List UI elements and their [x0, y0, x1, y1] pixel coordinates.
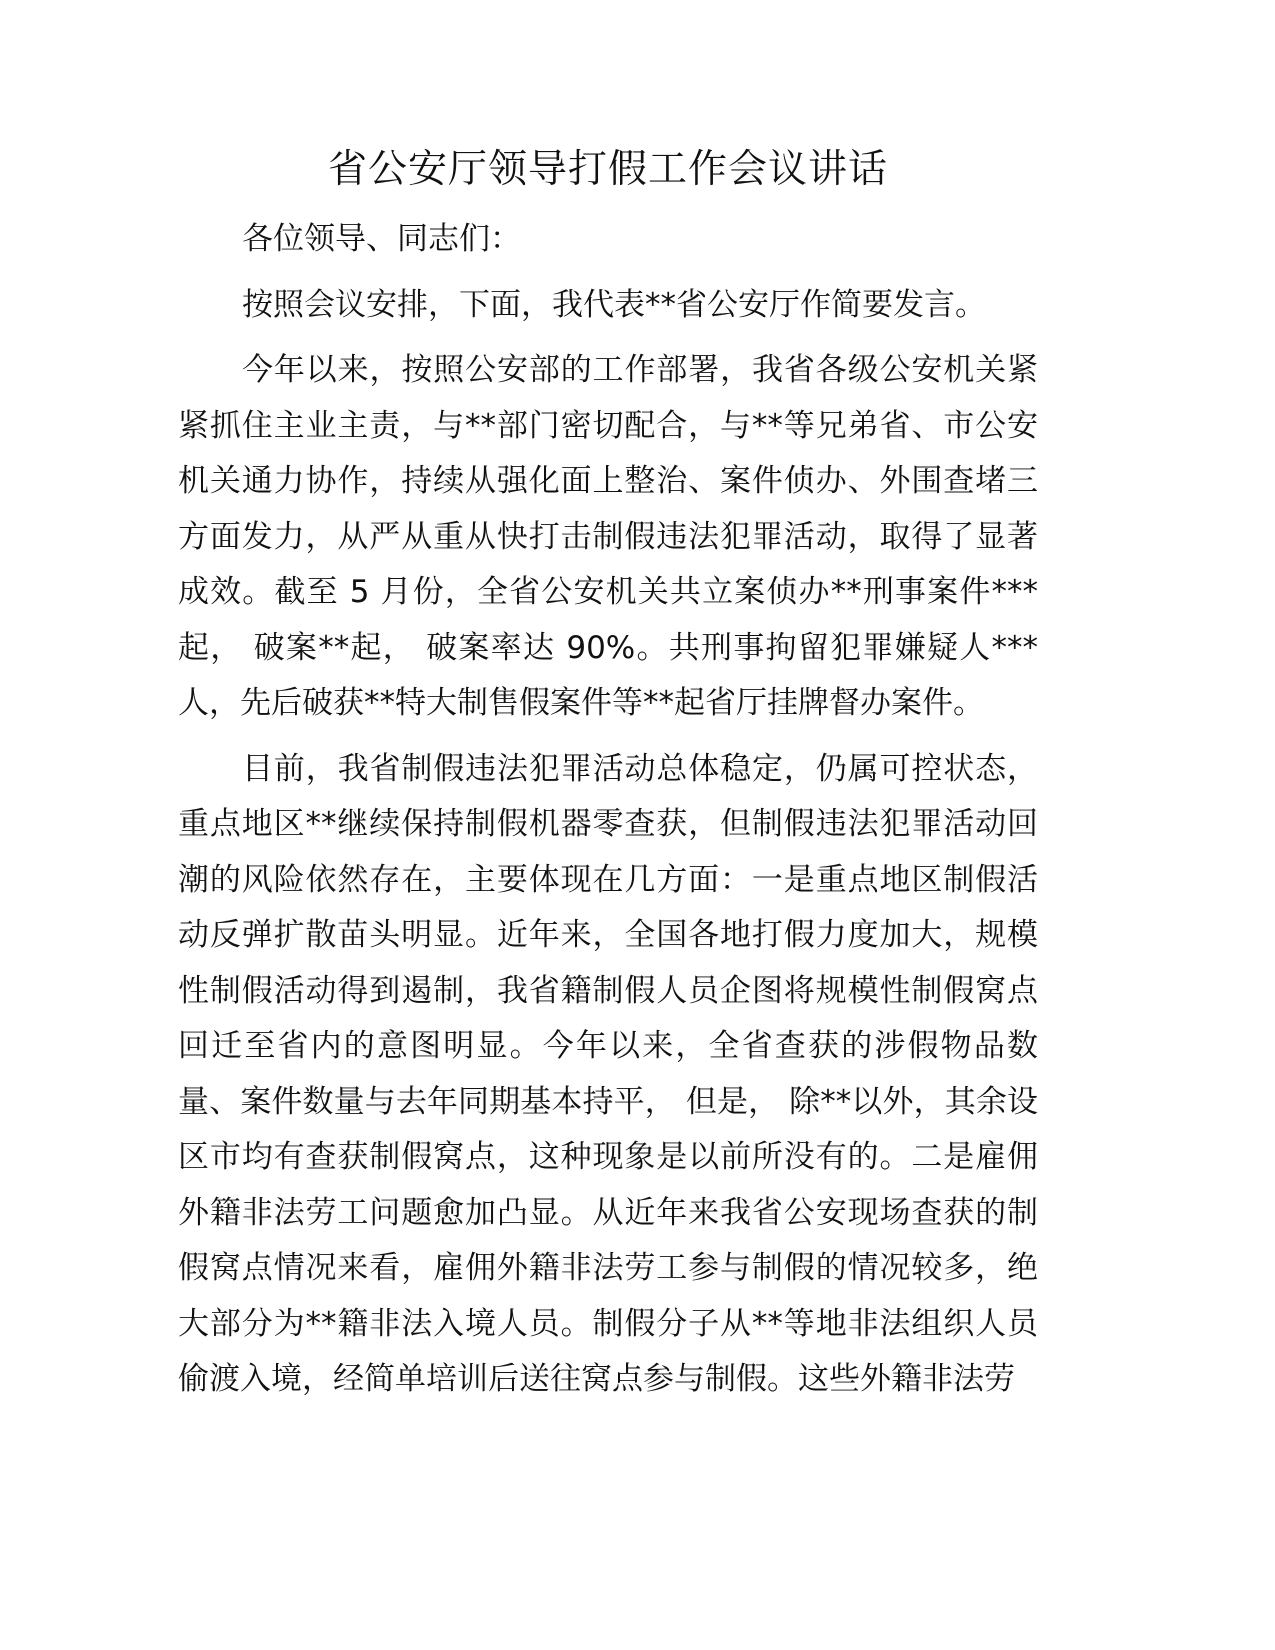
opening-paragraph: 按照会议安排，下面，我代表**省公安厅作简要发言。: [242, 286, 986, 323]
current-situation-paragraph: 目前，我省制假违法犯罪活动总体稳定，仍属可控状态，重点地区**继续保持制假机器零查获，但制假违法犯罪活动回潮的风险依然存在，主要体现在几方面：一是重点地区制假活动反弹扩散苗头明显。近年来，全国各地打假力度加大，规模性制假活动得到遏制，我省籍制假人员企图将规模性制假窝点回迁至省内的意图明显。今年以来，全省查获的涉假物品数量、案件数量与去年同期基本持平， 但是， 除**以外，其余设区市均有查获制假窝点，这种现象是以前所没有的。二是雇佣外籍非法劳工问题愈加凸显。从近年来我省公安现场查获的制假窝点情况来看，雇佣外籍非法劳工参与制假的情况较多，绝大部分为**籍非法入境人员。制假分子从**等地非法组织人员偷渡入境，经简单培训后送往窝点参与制假。这些外籍非法劳: [178, 750, 1038, 1397]
achievements-paragraph: 今年以来，按照公安部的工作部署，我省各级公安机关紧紧抓住主业主责，与**部门密切配合，与**等兄弟省、市公安机关通力协作，持续从强化面上整治、案件侦办、外围查堵三方面发力，从严从重从快打击制假违法犯罪活动，取得了显著成效。截至 5 月份，全省公安机关共立案侦办**刑事案件***起， 破案**起， 破案率达 90%。共刑事拘留犯罪嫌疑人***人，先后破获**特大制售假案件等**起省厅挂牌督办案件。: [178, 352, 1038, 721]
salutation-paragraph: 各位领导、同志们：: [242, 221, 521, 257]
document-title: 省公安厅领导打假工作会议讲话: [327, 147, 888, 192]
document-page: [178, 140, 1038, 1418]
